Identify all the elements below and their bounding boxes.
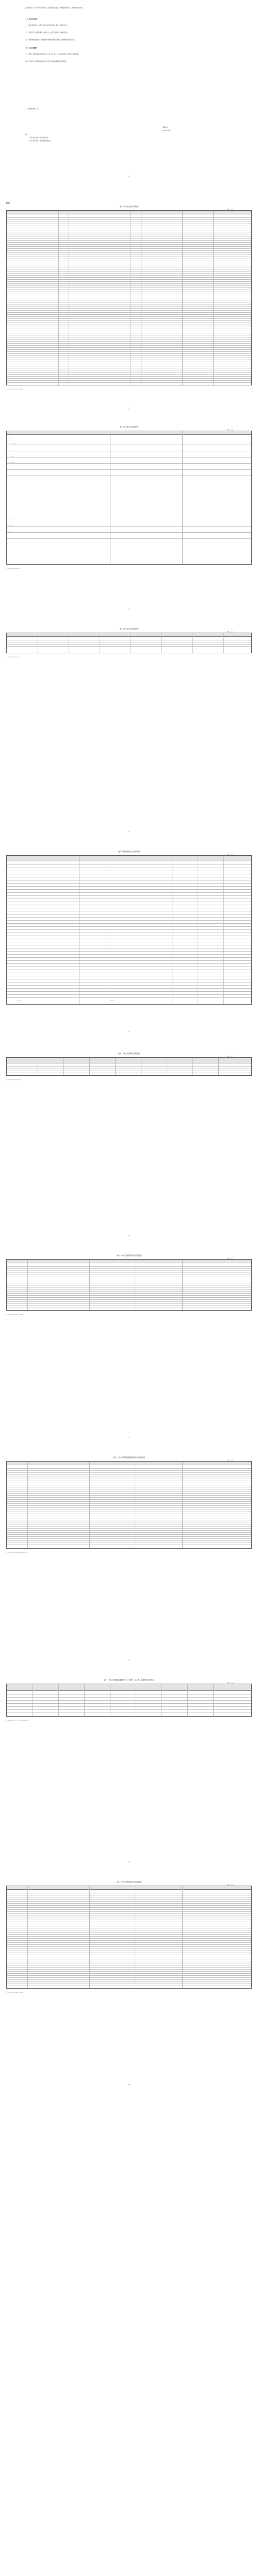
unit-label: 单位：万元: [227, 1682, 233, 1684]
page-number: 9: [128, 1861, 130, 1863]
page-2: [0, 200, 258, 416]
table-title: 表二 部门收入总体情况表: [119, 426, 139, 428]
unit-label: 单位：万元: [227, 209, 233, 210]
unit-label: 单位：万元: [227, 1460, 233, 1461]
attachment-label: 附件1: [6, 202, 10, 204]
paragraph: （二）政府采购情况：本部门严格执行政府采购有关规定，规范采购行为。: [25, 25, 69, 26]
page-1: [0, 0, 258, 206]
total-expense-label: 支出总计: [110, 1000, 114, 1001]
page-5: [0, 847, 258, 1043]
table-title: 表七 一般公共预算财政拨款基本支出情况表: [113, 1456, 145, 1459]
unit-label: 单位：万元: [227, 1056, 233, 1057]
basic-expense-table: [6, 1259, 252, 1311]
page-9: [0, 1675, 258, 1871]
paragraph: “三公”经费：指用财政拨款安排的因公出国（境）费、公务用车购置及运行费和公务接待费。: [25, 54, 80, 55]
page-number: 7: [128, 1436, 130, 1438]
table-title: 表九 一般公共预算项目支出情况表: [116, 1881, 142, 1883]
table-cell: 项目: [9, 437, 11, 438]
page-number: 8: [128, 1659, 130, 1661]
page-3: [0, 422, 258, 618]
page-7: [0, 1251, 258, 1447]
table-note: 注：本表反映一般公共预算支出情况。: [6, 1079, 22, 1080]
financial-allocation-table: [6, 855, 252, 1005]
paragraph: 机关运行经费：指为保障行政单位运行用于购买货物和服务的各项资金。: [25, 61, 68, 62]
table-title: 表八 一般公共预算财政拨款“三公”经费、会议费、培训费支出情况表: [104, 1679, 154, 1681]
table-note: 注：本表反映一般公共预算财政拨款基本支出情况。: [6, 1552, 28, 1553]
table-cell: 四、其他收入: [9, 462, 15, 463]
page-8: [0, 1453, 258, 1669]
page-number: 6: [128, 1234, 130, 1236]
unit-label: 单位：万元: [227, 1258, 233, 1259]
table-cell: 一、财政拨款收入: [9, 444, 17, 445]
signature-date: 2020年 月 日: [163, 130, 171, 131]
page-6: [0, 1049, 258, 1245]
income-expense-table: [6, 210, 252, 385]
attachment-title: 附件：: [25, 134, 29, 135]
table-note: 注：本表反映一般公共预算基本支出情况。: [6, 1314, 24, 1315]
table-cell: 收入合计: [9, 519, 13, 520]
page-number: 3: [128, 608, 130, 610]
table-note: 注：本表反映一般公共预算项目支出情况。: [6, 1992, 24, 1993]
table-title: 表六 一般公共预算基本支出情况表: [116, 1255, 142, 1257]
financial-basic-expense-table: [6, 1461, 252, 1549]
page-number: 5: [128, 1030, 130, 1032]
table-title: 表一 部门收支总体情况表: [119, 206, 139, 208]
unit-label: 单位：万元: [227, 631, 233, 633]
income-table: [6, 431, 252, 565]
page-number: 1: [128, 175, 130, 177]
attachment-line: 3.部门支出总表 4.财政拨款收支总表: [29, 140, 51, 142]
table-title: 表五 一般公共预算支出情况表: [118, 1053, 140, 1055]
page-number: 2: [128, 407, 130, 409]
table-note: 注：本表反映部门支出总体情况。: [6, 657, 20, 658]
page-number: 4: [128, 831, 130, 833]
page-number: 10: [128, 2083, 130, 2086]
paragraph: 八、其他说明事项：无。: [25, 108, 40, 110]
unit-label: 单位：万元: [227, 1884, 233, 1886]
general-budget-table: [6, 1057, 252, 1076]
unit-label: 单位：万元: [227, 429, 233, 431]
table-cell: 二、事业收入: [9, 450, 15, 451]
table-cell: 三、经营收入: [9, 456, 15, 457]
three-public-expense-table: [6, 1684, 252, 1717]
paragraph: （一）机关运行经费: [25, 19, 37, 20]
paragraph: （四）预算绩效管理情况：按照要求开展预算绩效目标管理，加强绩效评价结果应用。: [25, 39, 76, 41]
paragraph: （五）专业名词解释: [25, 47, 37, 49]
paragraph: （三）国有资产占有使用情况：截至年末，本部门国有资产总体情况良好。: [25, 32, 69, 33]
unit-label: 单位：万元: [227, 854, 233, 855]
project-expense-table: [6, 1886, 252, 1989]
signature-org: 某某单位: [163, 127, 168, 128]
paragraph: 工资福利支出、对个人和家庭的补助、商品和服务支出等，严格按照预算执行，保障机构正常运转。: [25, 7, 84, 9]
table-title: 表四 财政拨款收支总体情况表: [118, 851, 140, 853]
table-note: 注：本表反映部门年度总体收支预算情况。: [6, 389, 24, 390]
page-10: [0, 1877, 258, 2094]
expense-table: [6, 633, 252, 653]
table-title: 表三 部门支出总体情况表: [119, 628, 139, 630]
table-note: 注：本表反映部门收入总体情况。: [6, 568, 20, 569]
table-cell: 合计: [9, 531, 11, 532]
table-cell: 上年结转: [9, 525, 13, 526]
attachment-line: 1.部门收支总表 2.部门收入总表: [29, 137, 48, 139]
total-income-label: 收入总计: [17, 1000, 21, 1001]
page-4: [0, 624, 258, 841]
table-note: 注：本表反映“三公”经费、会议费、培训费支出情况。: [6, 1720, 29, 1721]
